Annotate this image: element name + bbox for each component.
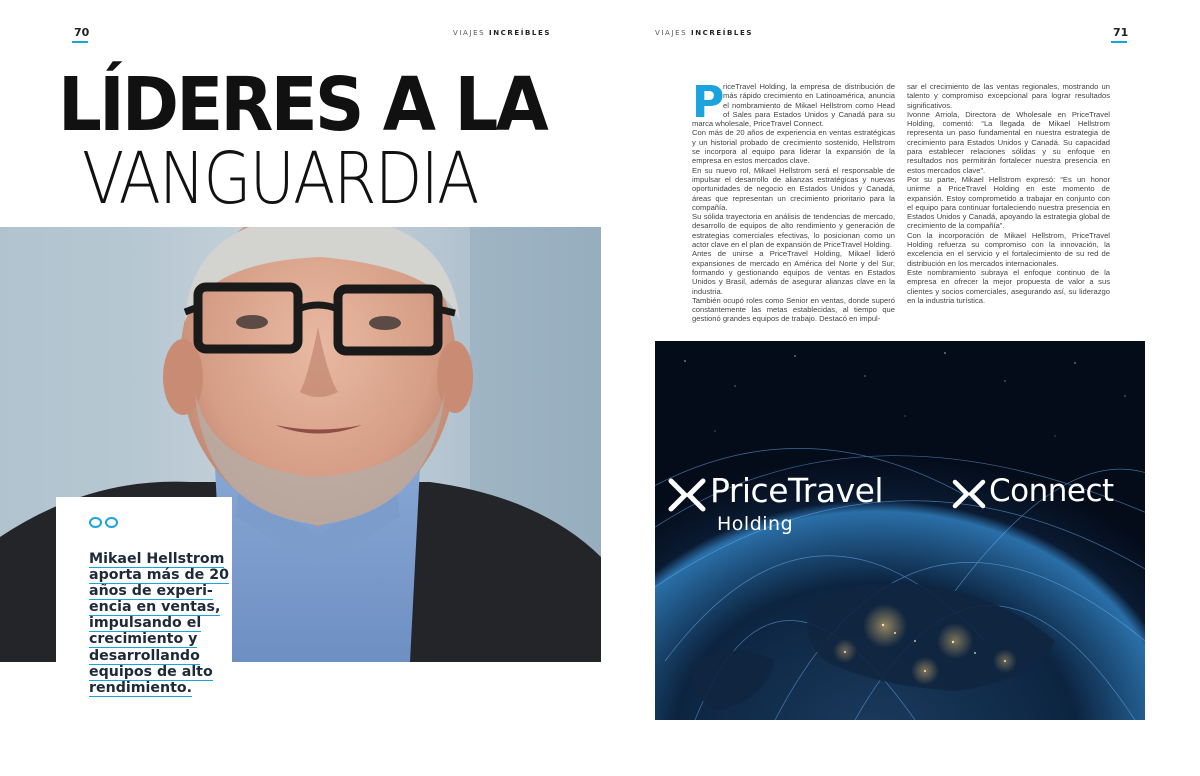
page-number-right: 71: [1113, 26, 1129, 39]
article-column-2: [907, 82, 1110, 305]
headline-line-2: VANGUARDIA: [82, 137, 478, 220]
dropcap-letter: P: [692, 77, 725, 128]
pull-quote-box: [56, 497, 232, 707]
running-head-right: VIAJES INCREÍBLES: [655, 29, 754, 37]
quote-icon: [89, 517, 118, 528]
pull-quote-text: Mikael Hellstrom aporta más de 20 años de experi- encia en ventas, impulsando el crecimiento y desarrollando equipos de alto rendimiento.: [89, 551, 229, 696]
headline-line-1: LÍDERES A LA: [58, 62, 546, 148]
page-number-accent-right: [1111, 41, 1127, 43]
paragraph: Ivonne Arriola, Directora de Wholesale en PriceTravel Holding, comentó: “La llegada de Mikael Hellstrom representa un paso fundamental en nuestra estrategia de crecimiento para Estados Unidos y Canadá. Su capacidad para establecer relaciones sólidas y su enfoque en resultados nos permitirán fortalecer nuestra presencia en estos mercados clave”.: [907, 109, 1110, 175]
paragraph: Con más de 20 años de experiencia en ventas estratégicas y un historial probado de crecimiento sostenido, Hellstrom se incorpora al equipo para liderar la expansión de la empresa en estos mercados clave.: [692, 128, 895, 166]
paragraph: Por su parte, Mikael Hellstrom expresó: “Es un honor unirme a PriceTravel Holding en este momento de expansión. Estoy comprometido a trabajar en conjunto con el equipo para continuar fortaleciendo nuestra presencia en Estados Unidos y Canadá, apoyando la estrategia global de crecimiento de la compañía”.: [907, 174, 1110, 231]
brand-pricetravel-holding: Holding: [717, 513, 794, 535]
paragraph: riceTravel Holding, la empresa de distribución de más rápido crecimiento en Latinoamérica, anuncia el nombramiento de Mikael Hellstrom como Head of Sales para Estados Unidos y Canadá para su marca wholesale, PriceTravel Connect.: [692, 82, 895, 129]
paragraph: También ocupó roles como Senior en ventas, donde superó constantemente las metas establecidas, al tiempo que gestionó grandes equipos de trabajo. Destacó en impul-: [692, 295, 895, 324]
article-column-1: [692, 77, 895, 324]
brand-pricetravel: PriceTravel: [710, 471, 884, 510]
paragraph: Este nombramiento subraya el enfoque continuo de la empresa en ofrecer la mejor propuesta de valor a sus clientes y socios comerciales, asegurando así, su liderazgo en la industria turística.: [907, 267, 1110, 305]
paragraph: Su sólida trayectoria en análisis de tendencias de mercado, desarrollo de equipos de alto rendimiento y generación de estrategias comerciales efectivas, lo posicionan como un actor clave en el plan de expansión de PriceTravel Holding.: [692, 212, 895, 250]
paragraph: Con la incorporación de Mikael Hellstrom, PriceTravel Holding refuerza su compromiso con la innovación, la excelencia en el servicio y el fortalecimiento de su red de distribución en los mercados internacionales.: [907, 230, 1110, 268]
pricetravel-banner-image: [655, 341, 1145, 720]
page-number-left: 70: [74, 26, 90, 39]
brand-connect: Connect: [989, 473, 1114, 509]
running-head-left: VIAJES INCREÍBLES: [453, 29, 552, 37]
paragraph: En su nuevo rol, Mikael Hellstrom será el responsable de impulsar el desarrollo de alianzas estratégicas y nuevas oportunidades de negocio en Estados Unidos y Canadá, áreas que representan un crecimiento prioritario para la compañía.: [692, 165, 895, 212]
paragraph: Antes de unirse a PriceTravel Holding, Mikael lideró expansiones de mercado en América del Norte y del Sur, formando y gestionando equipos de ventas en Estados Unidos y Brasil, además de asegurar alianzas clave en la industria.: [692, 249, 895, 296]
page-number-accent-left: [72, 41, 88, 43]
paragraph: sar el crecimiento de las ventas regionales, mostrando un talento y compromiso excepcional para lograr resultados significativos.: [907, 82, 1110, 110]
